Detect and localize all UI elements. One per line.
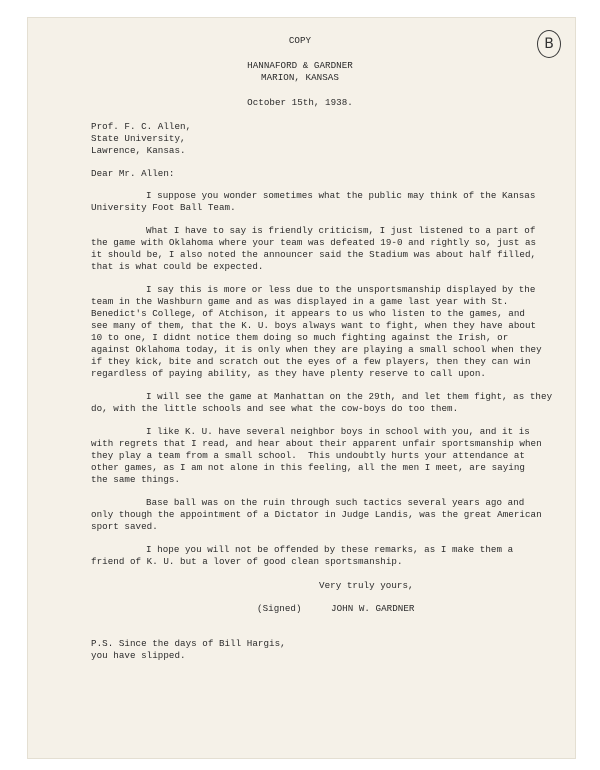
letter-line: What I have to say is friendly criticism, I just listened to a part of [146,225,536,236]
letter-line: that is what could be expected. [91,261,264,272]
letter-line: Benedict's College, of Atchison, it appears to us who listen to the games, and [91,308,525,319]
signer-name: JOHN W. GARDNER [331,603,415,614]
postscript-line: you have slipped. [91,650,186,661]
recipient-line: Prof. F. C. Allen, [91,121,192,132]
recipient-line: State University, [91,133,186,144]
signed-note: (Signed) [257,603,302,614]
copy-heading: COPY [288,35,312,46]
letter-line: friend of K. U. but a lover of good clean sportsmanship. [91,556,403,567]
letter-line: with regrets that I read, and hear about their apparent unfair sportsmanship when [91,438,542,449]
letter-line: see many of them, that the K. U. boys always want to fight, when they have about [91,320,537,331]
letter-line: I hope you will not be offended by these remarks, as I make them a [146,544,514,555]
letter-line: only though the appointment of a Dictator in Judge Landis, was the great American [91,509,542,520]
letter-line: sport saved. [91,521,158,532]
recipient-line: Lawrence, Kansas. [91,145,186,156]
letter-date: October 15th, 1938. [247,97,353,108]
postscript-line: P.S. Since the days of Bill Hargis, [91,638,286,649]
salutation: Dear Mr. Allen: [91,168,175,179]
letter-line: they play a team from a small school. This undoubtly hurts your attendance at [91,450,525,461]
letter-line: I suppose you wonder sometimes what the public may think of the Kansas [146,190,536,201]
letter-line: regardless of paying ability, as they have plenty reserve to call upon. [91,368,487,379]
letter-line: I like K. U. have several neighbor boys in school with you, and it is [146,426,530,437]
letter-line: I say this is more or less due to the unsportsmanship displayed by the [146,284,536,295]
letter-line: other games, as I am not alone in this feeling, all the men I meet, are saying [91,462,525,473]
letter-line: it should be, I also noted the announcer said the Stadium was about half filled, [91,249,537,260]
letter-line: the same things. [91,474,181,485]
letter-line: if they kick, bite and scratch out the eyes of a few players, then they can win [91,356,531,367]
letter-line: I will see the game at Manhattan on the 29th, and let them fight, as they [146,391,553,402]
letter-line: the game with Oklahoma where your team was defeated 19-0 and rightly so, just as [91,237,537,248]
letter-line: 10 to one, I didnt notice them doing so much fighting against the Irish, or [91,332,509,343]
handwritten-page-mark: B [537,30,561,58]
letterhead-name: HANNAFORD & GARDNER [247,60,353,71]
letter-line: Base ball was on the ruin through such tactics several years ago and [146,497,525,508]
closing: Very truly yours, [319,580,414,591]
letter-line: against Oklahoma today, it is only when they are playing a small school when they [91,344,542,355]
letter-line: team in the Washburn game and as was displayed in a game last year with St. [91,296,509,307]
letter-line: do, with the little schools and see what the cow-boys do too them. [91,403,459,414]
letterhead-location: MARION, KANSAS [261,72,339,83]
letter-line: University Foot Ball Team. [91,202,236,213]
